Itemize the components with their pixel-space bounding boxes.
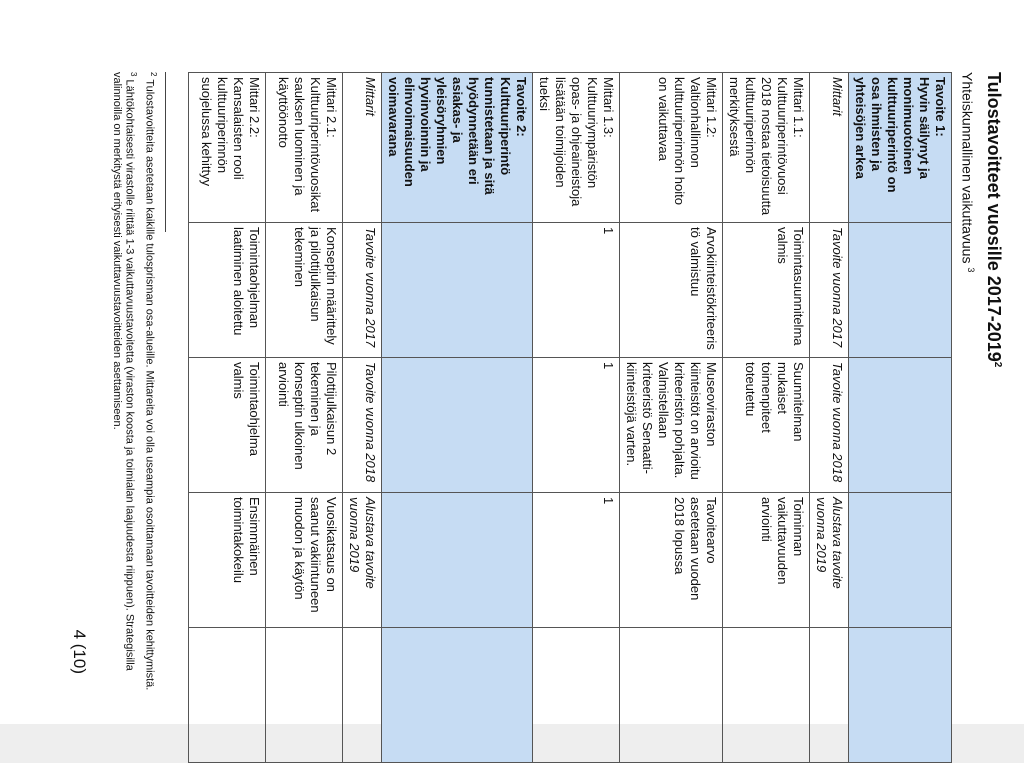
footnotes	[108, 72, 160, 712]
table-row	[620, 73, 723, 763]
goal-1-cell	[849, 73, 952, 223]
goal-2-cell	[382, 73, 533, 223]
page-title	[983, 72, 1004, 367]
goal-1-text: Tavoite 1: Hyvin säilynyt ja monimuotoinen kulttuuriperintö on osa ihmisten ja yhteisöjen arkea	[853, 77, 948, 193]
goal-1-empty-cell	[849, 628, 952, 763]
header-target-2018: Tavoite vuonna 2018	[343, 358, 382, 493]
metric-2-2-empty	[189, 628, 266, 763]
metric-1-2-empty	[620, 628, 723, 763]
metric-1-3-target-2017: 1	[533, 223, 620, 358]
footnote	[110, 72, 141, 712]
title-text: Tulostavoitteet vuosille 2017-2019	[984, 72, 1004, 362]
metric-2-2-target-2019: Ensimmäinen toimintakokeilu	[189, 493, 266, 628]
metric-1-2-target-2019: Tavoitearvo asetetaan vuoden 2018 lopussa	[620, 493, 723, 628]
table-row	[189, 73, 266, 763]
title-footnote-mark: 2	[992, 361, 1003, 368]
header-metrics: Mittarit	[343, 73, 382, 223]
metric-2-2: Mittari 2.2: Kansalaisten rooli kulttuuriperinnön suojelussa kehittyy	[189, 73, 266, 223]
metric-2-2-target-2017: Toimintaohjelman laatiminen aloitettu	[189, 223, 266, 358]
header-target-2019: Alustava tavoite vuonna 2019	[810, 493, 849, 628]
metric-1-3-empty	[533, 628, 620, 763]
metric-1-3-target-2018: 1	[533, 358, 620, 493]
goal-1-empty-cell	[849, 493, 952, 628]
metric-1-3: Mittari 1.3: Kulttuuriympäristön opas- ja ohjeaineistoja lisätään toimijoiden tueksi	[533, 73, 620, 223]
goal-2-row	[382, 73, 533, 763]
footnote-divider	[165, 72, 166, 232]
goal-1-empty-cell	[849, 358, 952, 493]
goal-1-row	[849, 73, 952, 763]
table-row	[266, 73, 343, 763]
metric-1-2-target-2018: Museoviraston kiinteistöt on arvioitu kriteeristön pohjalta. Valmistellaan kriteeristö Senaatti-kiinteistöjä varten.	[620, 358, 723, 493]
table-row	[533, 73, 620, 763]
metric-2-1-target-2017: Konseptin määrittely ja pilottijulkaisun tekeminen	[266, 223, 343, 358]
header-empty	[343, 628, 382, 763]
metric-2-2-target-2018: Toimintaohjelma valmis	[189, 358, 266, 493]
metric-2-1: Mittari 2.1: Kulttuuriperintövuosikatsauksen luominen ja käyttöönotto	[266, 73, 343, 223]
table-row	[723, 73, 810, 763]
footnote-text: Tulostavoitteita asetetaan kaikille tulosprisman osa-alueille. Mittareita voi olla useampia osoittamaan tavoitteiden kehittymistä.	[143, 79, 156, 691]
metric-2-1-target-2018: Pilottijulkaisun 2 tekeminen ja konseptin ulkoinen arviointi	[266, 358, 343, 493]
header-metrics: Mittarit	[810, 73, 849, 223]
metric-2-1-target-2019: Vuosikatsaus on saanut vakiintuneen muodon ja käytön	[266, 493, 343, 628]
metric-1-2-target-2017: Arvokiinteistökriteeristö valmistuu	[620, 223, 723, 358]
metric-1-1-target-2017: Toimintasuunnitelma valmis	[723, 223, 810, 358]
goal-1-header-row	[810, 73, 849, 763]
metric-1-3-target-2019: 1	[533, 493, 620, 628]
footnote	[142, 72, 160, 712]
metric-1-1-target-2019: Toiminnan vaikuttavuuden arviointi	[723, 493, 810, 628]
footnote-mark: 3	[129, 72, 139, 77]
subtitle-footnote-mark: 3	[966, 267, 976, 273]
goal-1-empty-cell	[849, 223, 952, 358]
page-subtitle	[959, 72, 976, 272]
page-number: 4 (10)	[70, 629, 89, 674]
footnote-text: Lähtökohtaisesti virastolle riittää 1-3 vaikuttavuustavoitetta (viraston koosta ja toimialan laajuudesta riippuen). Strategisilla valinnoilla on merkitystä erityisesti vaikuttavuustavoitteiden asettamiseen.	[110, 72, 136, 671]
metric-1-1-target-2018: Suunnitelman mukaiset toimenpiteet toteutettu	[723, 358, 810, 493]
goal-2-header-row	[343, 73, 382, 763]
header-empty	[810, 628, 849, 763]
header-target-2018: Tavoite vuonna 2018	[810, 358, 849, 493]
goal-2-text: Tavoite 2: Kulttuuriperintö tunnistetaan ja sitä hyödynnetään eri asiakas- ja yleisöryhmien hyvinvoinnin ja elinvoimaisuuden voimavarana	[386, 77, 529, 195]
metric-2-1-empty	[266, 628, 343, 763]
header-target-2017: Tavoite vuonna 2017	[343, 223, 382, 358]
metric-1-1-empty	[723, 628, 810, 763]
footnote-mark: 2	[149, 72, 158, 77]
subtitle-text: Yhteiskunnallinen vaikuttavuus	[959, 72, 976, 264]
goal-2-empty-cell	[382, 628, 533, 763]
goal-2-empty-cell	[382, 223, 533, 358]
header-target-2017: Tavoite vuonna 2017	[810, 223, 849, 358]
metric-1-2: Mittari 1.2: Valtionhallinnon kulttuuriperinnön hoito on vaikuttavaa	[620, 73, 723, 223]
metric-1-1: Mittari 1.1: Kulttuuriperintövuosi 2018 nostaa tietoisuutta kulttuuriperinnön merkityksestä	[723, 73, 810, 223]
header-target-2019: Alustava tavoite vuonna 2019	[343, 493, 382, 628]
goal-2-empty-cell	[382, 493, 533, 628]
results-table	[188, 72, 952, 763]
goal-2-empty-cell	[382, 358, 533, 493]
